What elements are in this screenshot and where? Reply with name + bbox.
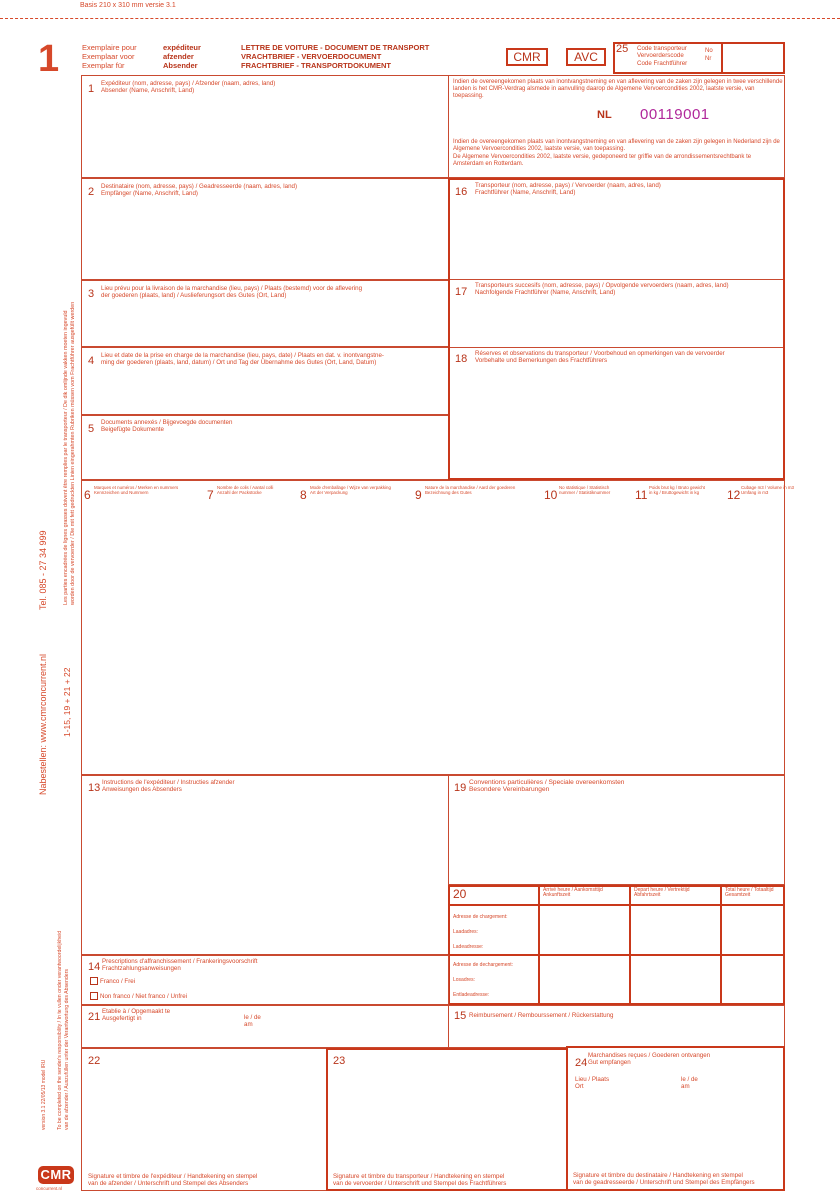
cmr-logo-subtitle: concurrent.nl: [36, 1186, 63, 1191]
field-4-label: Lieu et date de la prise en charge de la marchandise (lieu, pays, date) / Plaats en dat. v. inontvangstne- ming der goederen (plaats, land, datum) / Ort und Tag der Übernahme des Gutes (Ort, Land, Datum): [101, 352, 384, 367]
franco-option[interactable]: Franco / Frei: [90, 977, 135, 987]
table-20-header-total: Total heure / Totaaltijd Gesamtzeit: [725, 887, 774, 899]
field-5-label: Documents annexés / Bijgevoegde documenten Beigefügte Dokumente: [101, 419, 233, 434]
copy-labels: Exemplaire pour Exemplaar voor Exemplar für: [82, 43, 137, 70]
field-2-consignee[interactable]: 2 Destinataire (nom, adresse, pays) / Geadresseerde (naam, adres, land) Empfänger (Name, Anschrift, Land): [81, 178, 449, 280]
field-4-takeover-place-date[interactable]: 4 Lieu et date de la prise en charge de la marchandise (lieu, pays, date) / Plaats en dat. v. inontvangstne- ming der goederen (plaats, land, datum) / Ort und Tag der Übernahme des Gutes (Ort, Land, Datum): [81, 347, 449, 415]
field-24-goods-received[interactable]: 24 Marchandises reçues / Goederen ontvangen Gut empfangen Lieu / Plaats Ort le / de am Signature et timbre du destinataire / Handtekening en stempel van de geadresseerde / Unterschrift und Stempel des Empfängers: [566, 1046, 785, 1191]
field-17-successive-carriers[interactable]: 17 Transporteurs succesifs (nom, adresse, pays) / Opvolgende vervoerders (naam, adres, land) Nachfolgende Frachtführer (Name, Anschrift, Land): [455, 282, 729, 298]
notice-paragraph-1: Indien de overeengekomen plaats van inontvangstneming en van aflevering van de zaken zijn gelegen in twee verschillende landen is het CMR-Verdrag alsmede in aanvulling daarop de Algemene Vervoercondities 2002, laatste versie, van toepassing.: [453, 79, 783, 100]
field-19-label: Conventions particulières / Speciale overeenkomsten Besondere Vereinbarungen: [469, 779, 625, 794]
unloading-total-input[interactable]: [723, 957, 783, 1003]
loading-departure-input[interactable]: [632, 907, 719, 953]
field-19-special-agreements[interactable]: 19 Conventions particulières / Speciale overeenkomsten Besondere Vereinbarungen: [448, 775, 785, 885]
field-25-number: 25: [616, 43, 629, 55]
field-2-label: Destinataire (nom, adresse, pays) / Geadresseerde (naam, adres, land) Empfänger (Name, Anschrift, Land): [101, 183, 298, 198]
serial-number: 00119001: [640, 106, 710, 123]
field-3-label: Lieu prévu pour la livraison de la marchandise (lieu, pays) / Plaats (bestemd) voor de aflevering der goederen (plaats, land) / Auslieferungsort des Gutes (Ort, Land): [101, 285, 363, 300]
field-23-carrier-signature[interactable]: 23 Signature et timbre du transporteur / Handtekening en stempel van de vervoerder / Unterschrift und Stempel des Frachtführers: [326, 1048, 568, 1191]
copy-recipient: expéditeur afzender Absender: [163, 43, 201, 70]
field-1-label: Expéditeur (nom, adresse, pays) / Afzender (naam, adres, land) Absender (Name, Anschrift, Land): [101, 80, 276, 95]
non-franco-option[interactable]: Non franco / Niet franco / Unfrei: [90, 992, 187, 1002]
field-21-label: Etablie à / Opgemaakt te Ausgefertigt in: [102, 1008, 171, 1023]
field-14-payment-instructions: 14 Prescriptions d'affranchissement / Frankeringsvoorschrift Frachtzahlungsanweisungen Franco / Frei Non franco / Niet franco / Unfrei: [81, 955, 449, 1005]
franco-checkbox[interactable]: [90, 977, 98, 985]
field-22-sender-signature[interactable]: 22 Signature et timbre de l'expéditeur / Handtekening en stempel van de afzender / Unterschrift und Stempel des Absenders: [81, 1048, 327, 1191]
side-version: version 3.1 22/05/13 model IRU: [41, 1059, 47, 1130]
unloading-departure-input[interactable]: [632, 957, 719, 1003]
field-14-label: Prescriptions d'affranchissement / Frankeringsvoorschrift Frachtzahlungsanweisungen: [102, 958, 258, 973]
table-20-header-line: [448, 904, 785, 906]
field-22-signature-label: Signature et timbre de l'expéditeur / Handtekening en stempel van de afzender / Unterschrift und Stempel des Absenders: [88, 1173, 258, 1188]
field-24-signature-label: Signature et timbre du destinataire / Handtekening en stempel van de geadresseerde / Unterschrift und Stempel des Empfängers: [573, 1172, 755, 1187]
cmr-badge: CMR: [506, 48, 548, 66]
field-25-no: No Nr: [705, 48, 713, 62]
loading-total-input[interactable]: [723, 907, 783, 953]
field-25-divider: [721, 42, 723, 74]
field-24-label: Marchandises reçues / Goederen ontvangen Gut empfangen: [588, 1052, 711, 1067]
country-code: NL: [597, 109, 612, 121]
notice-paragraph-3: De Algemene Vervoercondities 2002, laatste versie, gedeponeerd ter griffie van de arrondissementsrechtbank te Amsterdam en Rotterdam.: [453, 154, 752, 168]
table-20-col-line: [629, 885, 631, 1005]
avc-badge: AVC: [566, 48, 606, 66]
cut-line: [0, 18, 840, 19]
table-20-number: 20: [453, 887, 467, 901]
field-13-sender-instructions[interactable]: 13 Instructions de l'expéditeur / Instructies afzender Anweisungen des Absenders: [81, 775, 449, 955]
field-18-carrier-reservations[interactable]: 18 Réserves et observations du transporteur / Voorbehoud en opmerkingen van de vervoerder Vorbehalte und Bemerkungen des Frachtführers: [455, 350, 725, 365]
field-5-documents[interactable]: 5 Documents annexés / Bijgevoegde documenten Beigefügte Dokumente: [81, 415, 449, 480]
field-13-label: Instructions de l'expéditeur / Instructies afzender Anweisungen des Absenders: [102, 779, 235, 794]
field-25-input[interactable]: [724, 45, 782, 71]
field-15-reimbursement[interactable]: 15 Reimbursement / Rembourssement / Rückerstattung: [448, 1005, 785, 1048]
table-20-unloading-address-label: Adresse de dechargement: Losadres: Entladeadresse:: [453, 962, 514, 998]
field-15-label: Reimbursement / Rembourssement / Rückerstattung: [469, 1012, 614, 1019]
field-16-label: Transporteur (nom, adresse, pays) / Vervoerder (naam, adres, land) Frachtführer (Name, Anschrift, Land): [475, 182, 661, 197]
field-21-date-label: le / de am: [244, 1014, 261, 1029]
copy-number: 1: [38, 38, 60, 80]
table-20-col-line: [538, 885, 540, 1005]
field-25-labels: Code transporteur Vervoerderscode Code Frachtführer: [637, 45, 688, 67]
side-phone: Tel. 085 - 27 34 999: [38, 530, 48, 610]
side-fields-range: 1-15, 19 + 21 + 22: [62, 667, 72, 737]
field-23-signature-label: Signature et timbre du transporteur / Handtekening en stempel van de vervoerder / Unterschrift und Stempel des Frachtführers: [333, 1173, 507, 1188]
unloading-arrival-input[interactable]: [541, 957, 628, 1003]
table-20-col-line: [720, 885, 722, 1005]
field-16-carrier[interactable]: 16 Transporteur (nom, adresse, pays) / Vervoerder (naam, adres, land) Frachtführer (Name, Anschrift, Land): [455, 182, 661, 198]
field-3-delivery-place[interactable]: 3 Lieu prévu pour la livraison de la marchandise (lieu, pays) / Plaats (bestemd) voor de aflevering der goederen (plaats, land) / Auslieferungsort des Gutes (Ort, Land): [81, 280, 449, 347]
table-20-header-departure: Depart heure / Vertrektijd Abfahrtszeit: [634, 887, 690, 899]
field-17-label: Transporteurs succesifs (nom, adresse, pays) / Opvolgende vervoerders (naam, adres, land) Nachfolgende Frachtführer (Name, Anschrift, Land): [475, 282, 729, 297]
loading-arrival-input[interactable]: [541, 907, 628, 953]
side-note-thick-lines: Les parties encadrées de lignes grasses doivent être remplies par le transporteur / De dik omlijnde vakken moeten ingevuld worden door de vervoerder / Die mit fett gedruckten Linien eingerahmten Rubriken müssen vom Frachtführer ausgefüllt werden: [63, 301, 76, 605]
cmr-logo: CMR: [38, 1166, 74, 1184]
notice-paragraph-2: Indien de overeengekomen plaats van inontvangstneming en van aflevering van de zaken zijn gelegen in Nederland zijn de Algemene Vervoercondities 2002, laatste versie, van toepassing.: [453, 139, 780, 153]
field-1-sender[interactable]: 1 Expéditeur (nom, adresse, pays) / Afzender (naam, adres, land) Absender (Name, Anschrift, Land): [81, 75, 449, 178]
document-title: LETTRE DE VOITURE - DOCUMENT DE TRANSPORT VRACHTBRIEF - VERVOERDOCUMENT FRACHTBRIEF - TRANSPORTDOKUMENT: [241, 43, 430, 70]
side-completion-note: To be completed on the sender's responsibility / In te vullen onder verantwoordelijkheid van de afzender / Auszufüllen unter der Verantwortung des Absenders: [57, 930, 70, 1130]
side-order-url: Nabestellen: www.cmrconcurrent.nl: [38, 653, 48, 795]
non-franco-checkbox[interactable]: [90, 992, 98, 1000]
table-20-header-arrival: Arrivé heure / Aankomsttijd Ankunftszeit: [543, 887, 603, 899]
field-24-date-label: le / de am: [681, 1076, 698, 1091]
field-24-place-label: Lieu / Plaats Ort: [575, 1076, 610, 1091]
table-20-loading-address-label: Adresse de chargement: Laadadres: Ladeadresse:: [453, 914, 508, 950]
goods-area[interactable]: [81, 480, 785, 775]
field-18-label: Réserves et observations du transporteur / Voorbehoud en opmerkingen van de vervoerder Vorbehalte und Bemerkungen des Frachtführers: [475, 350, 725, 365]
notice-box: [448, 75, 785, 178]
field-21-established-at[interactable]: 21 Etablie à / Opgemaakt te Ausgefertigt in le / de am: [81, 1005, 449, 1048]
basis-text: Basis 210 x 310 mm versie 3.1: [80, 2, 176, 9]
